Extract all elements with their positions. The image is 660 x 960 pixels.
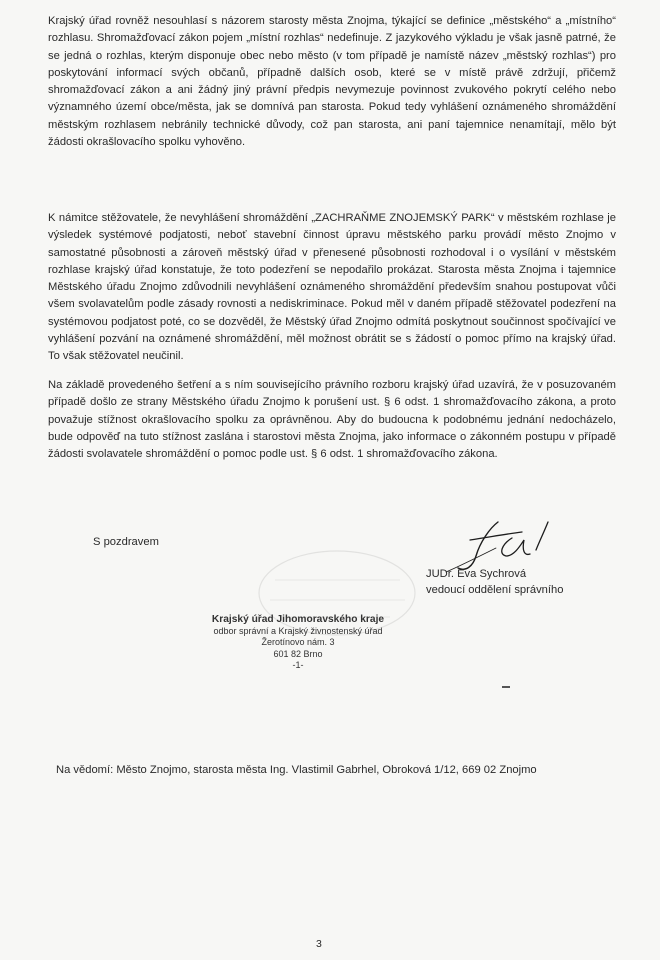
- paragraph-conclusion: Na základě provedeného šetření a s ním souvisejícího právního rozboru krajský úřad uzavírá, že v posuzovaném případě došlo ze strany Městského úřadu Znojmo k porušení ust. § 6 odst. 1 shromažďovacího zákona, a proto považuje stížnost okrašlovacího spolku za oprávněnou. Aby do budoucna k podobnému jednání nedocházelo, bude odpověď na tuto stížnost zaslána i starostovi města Znojma, jako informace o zákonném postupu v případě žádosti svolavatele shromáždění o pomoc podle ust. § 6 odst. 1 shromažďovacího zákona.: [48, 379, 616, 461]
- scan-mark: [502, 686, 510, 688]
- signer-title: vedoucí oddělení správního: [426, 584, 564, 596]
- signer-block: [426, 566, 563, 598]
- stamp-department: odbor správní a Krajský živnostenský úřad: [213, 625, 383, 636]
- stamp-number: -1-: [292, 660, 304, 670]
- stamp-street: Žerotínovo nám. 3: [261, 637, 335, 647]
- carbon-copy-line: Na vědomí: Město Znojmo, starosta města Ing. Vlastimil Gabrhel, Obroková 1/12, 669 02 Znojmo: [56, 764, 537, 776]
- office-stamp: [188, 614, 408, 672]
- page-number: 3: [316, 938, 322, 950]
- paragraph-bias-objection: K námitce stěžovatele, že nevyhlášení shromáždění „ZACHRAŇME ZNOJEMSKÝ PARK“ v městském rozhlase je výsledek systémové podjatosti, neboť stavební činnost úpravu městského parku provádí město Znojmo v samostatné působnosti a zároveň městský úřad v přenesené působnosti rozhodoval i o vysílání v městském rozhlase krajský úřad konstatuje, že toto podezření se nepodařilo prokázat. Starosta města Znojma i tajemnice Městského úřadu Znojmo zdůvodnili nevyhlášení oznámeného shromáždění především snahou postupovat vůči všem svolavatelům podle zásady rovnosti a nediskriminace. Pokud měl v daném případě stěžovatel podezření na systémovou podjatost poté, co se dozvěděl, že Městský úřad Znojmo odmítá poskytnout součinnost spočívající ve vyhlášení pozvání na oznámené shromáždění, měl možnost obrátit se s žádostí o pomoc přímo na krajský úřad. To však stěžovatel neučinil.: [48, 212, 616, 363]
- stamp-city: 601 82 Brno: [273, 648, 323, 659]
- signer-name: JUDr. Eva Sychrová: [426, 568, 527, 580]
- greeting: S pozdravem: [93, 536, 159, 548]
- stamp-office: Krajský úřad Jihomoravského kraje: [211, 614, 385, 625]
- paragraph-definition-of-broadcast: Krajský úřad rovněž nesouhlasí s názorem starosty města Znojma, týkající se definice „městského“ a „místního“ rozhlasu. Shromažďovací zákon pojem „místní rozhlas“ nedefinuje. Z jazykového výkladu je však jasně patrné, že se jedná o rozhlas, kterým disponuje obec nebo město (v tom případě je namístě název „městský rozhlas“) pro poskytování informací svých občanů, případně dalších osob, které se v místě právě zdržují, přičemž shromažďovací zákon a ani žádný jiný právní předpis nevymezuje povinnost zvukového pokrytí celého nebo významného území obce/města, jak se domnívá pan starosta. Pokud tedy vyhlášení oznámeného shromáždění městským rozhlasem nebránily technické důvody, což pan starosta, ani paní tajemnice nenamítají, mělo být žádosti okrašlovacího spolku vyhověno.: [48, 15, 616, 149]
